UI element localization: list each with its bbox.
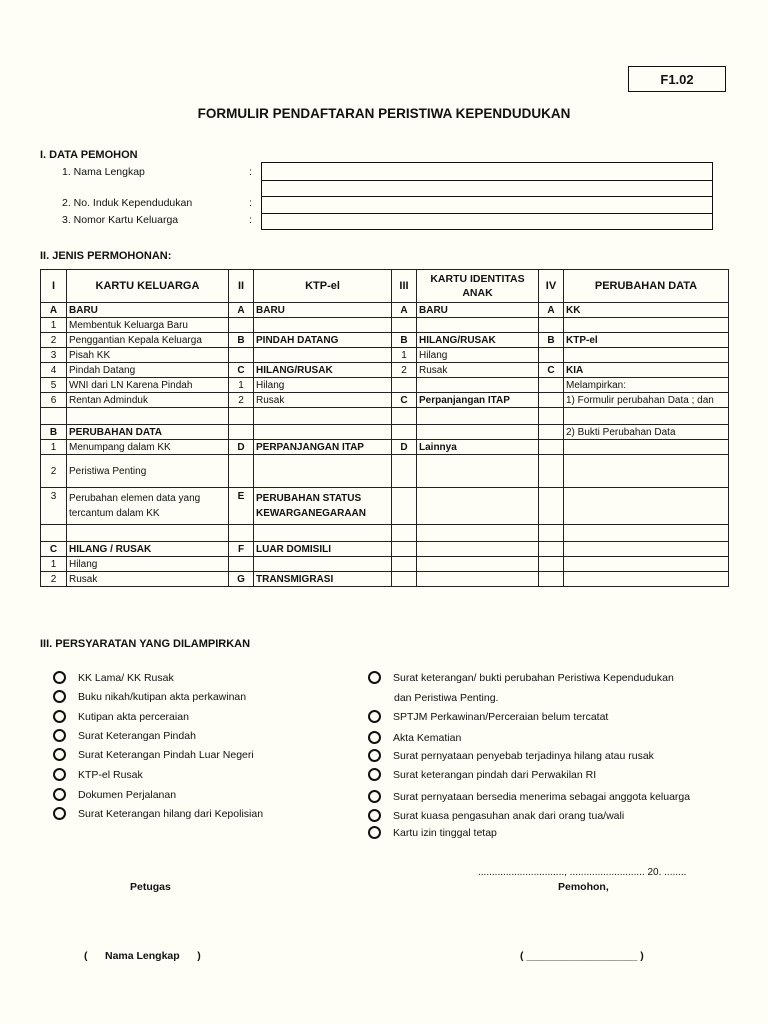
nama-lengkap-field-line2[interactable] (261, 180, 713, 197)
table-cell (392, 525, 417, 542)
radio-circle-icon[interactable] (368, 768, 381, 781)
table-cell (539, 440, 564, 455)
req-akta-cerai[interactable] (53, 710, 189, 723)
table-cell: Hilang (254, 378, 392, 393)
table-cell (229, 318, 254, 333)
col-header: KARTU IDENTITAS ANAK (417, 270, 539, 303)
date-line[interactable]: ..............................., ........................... 20. ........ (478, 867, 687, 878)
table-cell: 2 (41, 572, 67, 587)
table-cell (392, 408, 417, 425)
radio-circle-icon[interactable] (368, 809, 381, 822)
table-cell: E (229, 488, 254, 525)
req-pindah-ln[interactable] (53, 748, 254, 761)
table-cell: PERPANJANGAN ITAP (254, 440, 392, 455)
radio-circle-icon[interactable] (368, 731, 381, 744)
table-cell (229, 425, 254, 440)
table-cell (254, 348, 392, 363)
req-label: Surat Keterangan hilang dari Kepolisian (78, 807, 264, 820)
table-cell: 1 (41, 557, 67, 572)
table-cell: 1) Formulir perubahan Data ; dan (564, 393, 729, 408)
kk-number-field[interactable] (261, 213, 713, 230)
table-cell: WNI dari LN Karena Pindah (67, 378, 229, 393)
radio-circle-icon[interactable] (53, 748, 66, 761)
table-cell: Rusak (254, 393, 392, 408)
table-cell: 2) Bukti Perubahan Data (564, 425, 729, 440)
table-row (41, 408, 729, 425)
field-label-kk: 3. Nomor Kartu Keluarga (62, 214, 179, 226)
table-cell: Rusak (67, 572, 229, 587)
form-code-box (628, 66, 726, 92)
table-cell: HILANG / RUSAK (67, 542, 229, 557)
table-cell (392, 488, 417, 525)
table-cell: 1 (41, 440, 67, 455)
table-cell (564, 557, 729, 572)
table-cell: HILANG/RUSAK (417, 333, 539, 348)
table-row (41, 348, 729, 363)
table-cell (539, 542, 564, 557)
radio-circle-icon[interactable] (53, 671, 66, 684)
nama-lengkap-field[interactable] (261, 162, 713, 181)
table-cell (254, 425, 392, 440)
table-cell (392, 542, 417, 557)
col-header: PERUBAHAN DATA (564, 270, 729, 303)
petugas-label: Petugas (130, 881, 171, 893)
section3-heading: III. PERSYARATAN YANG DILAMPIRKAN (40, 638, 251, 650)
table-cell (417, 557, 539, 572)
table-cell: D (392, 440, 417, 455)
table-cell (229, 348, 254, 363)
table-cell: A (392, 303, 417, 318)
table-cell: 3 (41, 348, 67, 363)
section1-heading: I. DATA PEMOHON (40, 149, 138, 161)
table-cell (254, 455, 392, 488)
table-cell: C (392, 393, 417, 408)
table-row (41, 525, 729, 542)
table-cell (539, 425, 564, 440)
table-cell (539, 525, 564, 542)
radio-circle-icon[interactable] (53, 690, 66, 703)
table-cell: 4 (41, 363, 67, 378)
table-cell (564, 455, 729, 488)
table-cell: B (41, 425, 67, 440)
table-cell: BARU (254, 303, 392, 318)
table-cell (539, 378, 564, 393)
req-label: Surat pernyataan bersedia menerima sebagai anggota keluarga (393, 790, 691, 803)
table-row (41, 488, 729, 525)
table-cell: Rusak (417, 363, 539, 378)
table-cell: Menumpang dalam KK (67, 440, 229, 455)
table-cell: 1 (392, 348, 417, 363)
radio-circle-icon[interactable] (53, 788, 66, 801)
table-cell: BARU (417, 303, 539, 318)
req-kitap[interactable] (368, 826, 497, 839)
req-label: Kutipan akta perceraian (78, 710, 189, 723)
table-cell: Pisah KK (67, 348, 229, 363)
table-cell (254, 525, 392, 542)
field-label-nik: 2. No. Induk Kependudukan (62, 197, 193, 209)
radio-circle-icon[interactable] (368, 790, 381, 803)
table-cell (392, 455, 417, 488)
col-header: KARTU KELUARGA (67, 270, 229, 303)
req-label: KTP-el Rusak (78, 768, 143, 781)
req-ket-pindah[interactable] (53, 729, 196, 742)
table-cell (417, 425, 539, 440)
table-cell: Rentan Adminduk (67, 393, 229, 408)
table-cell (539, 393, 564, 408)
table-cell: B (229, 333, 254, 348)
table-cell (564, 318, 729, 333)
table-row (41, 318, 729, 333)
radio-circle-icon[interactable] (368, 671, 381, 684)
table-cell (392, 318, 417, 333)
table-cell: Lainnya (417, 440, 539, 455)
req-hilang-polisi[interactable] (53, 807, 263, 820)
req-buku-nikah[interactable] (53, 690, 246, 703)
req-ktp-rusak[interactable] (53, 768, 143, 781)
table-cell (229, 557, 254, 572)
table-cell (564, 348, 729, 363)
table-cell: LUAR DOMISILI (254, 542, 392, 557)
table-cell (564, 572, 729, 587)
table-cell: Perubahan elemen data yang tercantum dalam KK (67, 488, 229, 525)
form-title: FORMULIR PENDAFTARAN PERISTIWA KEPENDUDUKAN (197, 106, 571, 121)
table-cell (417, 572, 539, 587)
table-cell (539, 408, 564, 425)
table-cell (417, 378, 539, 393)
req-label-continuation: dan Peristiwa Penting. (394, 692, 499, 704)
table-row (41, 303, 729, 318)
table-cell (417, 455, 539, 488)
table-row (41, 333, 729, 348)
pemohon-label: Pemohon, (558, 881, 609, 893)
table-cell: A (41, 303, 67, 318)
table-cell (564, 408, 729, 425)
req-label: KK Lama/ KK Rusak (78, 671, 174, 684)
table-cell: 2 (229, 393, 254, 408)
table-cell: G (229, 572, 254, 587)
col-header: III (392, 270, 417, 303)
req-kk-lama[interactable] (53, 671, 174, 684)
table-cell (254, 318, 392, 333)
req-label: Surat keterangan/ bukti perubahan Peristiwa Kependudukan (393, 671, 674, 684)
table-cell: Membentuk Keluarga Baru (67, 318, 229, 333)
radio-circle-icon[interactable] (368, 826, 381, 839)
field-colon-nik: : (249, 197, 252, 209)
table-cell: 2 (41, 333, 67, 348)
table-cell (229, 525, 254, 542)
table-cell: Melampirkan: (564, 378, 729, 393)
table-cell: PERUBAHAN DATA (67, 425, 229, 440)
petugas-name: ( Nama Lengkap ) (84, 950, 201, 962)
pemohon-name[interactable]: ( ___________________ ) (520, 950, 644, 962)
table-cell: A (229, 303, 254, 318)
radio-circle-icon[interactable] (53, 807, 66, 820)
col-header: II (229, 270, 254, 303)
table-cell: 1 (229, 378, 254, 393)
table-cell: PINDAH DATANG (254, 333, 392, 348)
section2-heading: II. JENIS PERMOHONAN: (40, 250, 172, 262)
table-cell: Perpanjangan ITAP (417, 393, 539, 408)
table-cell (539, 318, 564, 333)
table-row (41, 363, 729, 378)
table-cell: KTP-el (564, 333, 729, 348)
table-row (41, 542, 729, 557)
table-cell: Penggantian Kepala Keluarga (67, 333, 229, 348)
table-header-row (41, 270, 729, 303)
table-cell: C (41, 542, 67, 557)
table-row (41, 378, 729, 393)
table-cell (539, 488, 564, 525)
table-cell: TRANSMIGRASI (254, 572, 392, 587)
table-row (41, 455, 729, 488)
table-cell: 6 (41, 393, 67, 408)
table-cell: Pindah Datang (67, 363, 229, 378)
table-cell (564, 440, 729, 455)
table-cell: C (229, 363, 254, 378)
req-dok-perjalanan[interactable] (53, 788, 176, 801)
table-cell (392, 425, 417, 440)
table-cell (539, 557, 564, 572)
req-label: Kartu izin tinggal tetap (393, 826, 497, 839)
col-header: KTP-el (254, 270, 392, 303)
radio-circle-icon[interactable] (368, 749, 381, 762)
table-cell: A (539, 303, 564, 318)
table-cell (254, 557, 392, 572)
req-akta-kematian[interactable] (368, 731, 461, 744)
table-row (41, 557, 729, 572)
table-cell: Hilang (417, 348, 539, 363)
table-cell: KK (564, 303, 729, 318)
table-cell: F (229, 542, 254, 557)
table-cell (539, 348, 564, 363)
table-cell: 3 (41, 488, 67, 525)
field-colon-kk: : (249, 214, 252, 226)
table-cell: D (229, 440, 254, 455)
table-row (41, 425, 729, 440)
req-label: Buku nikah/kutipan akta perkawinan (78, 690, 247, 703)
table-cell: Hilang (67, 557, 229, 572)
table-cell (417, 408, 539, 425)
req-label: SPTJM Perkawinan/Perceraian belum tercatat (393, 710, 609, 723)
col-header: IV (539, 270, 564, 303)
col-header: I (41, 270, 67, 303)
table-cell (539, 455, 564, 488)
req-label: Surat kuasa pengasuhan anak dari orang tua/wali (393, 809, 625, 822)
table-cell (67, 408, 229, 425)
field-colon-nama: : (249, 166, 252, 178)
table-cell (392, 572, 417, 587)
table-cell (254, 408, 392, 425)
request-type-table (40, 269, 729, 587)
table-cell (564, 488, 729, 525)
req-sptjm[interactable] (368, 710, 608, 723)
table-cell: Peristiwa Penting (67, 455, 229, 488)
req-bukti-perubahan[interactable] (368, 671, 674, 684)
table-cell (564, 525, 729, 542)
req-pernyataan-anggota[interactable] (368, 790, 690, 803)
table-row (41, 572, 729, 587)
req-label: Akta Kematian (393, 731, 462, 744)
table-cell: 5 (41, 378, 67, 393)
req-label: Dokumen Perjalanan (78, 788, 177, 801)
table-cell (67, 525, 229, 542)
table-cell (417, 318, 539, 333)
table-row (41, 393, 729, 408)
table-cell: KIA (564, 363, 729, 378)
req-kuasa-asuh[interactable] (368, 809, 624, 822)
req-label: Surat pernyataan penyebab terjadinya hilang atau rusak (393, 749, 654, 762)
radio-circle-icon[interactable] (53, 710, 66, 723)
table-cell: 2 (41, 455, 67, 488)
form-code: F1.02 (660, 71, 694, 87)
nik-field[interactable] (261, 196, 713, 214)
table-cell: PERUBAHAN STATUS KEWARGANEGARAAN (254, 488, 392, 525)
req-pindah-perwakilan[interactable] (368, 768, 596, 781)
table-cell: 2 (392, 363, 417, 378)
field-label-nama: 1. Nama Lengkap (62, 166, 145, 178)
table-cell: C (539, 363, 564, 378)
table-cell (41, 525, 67, 542)
table-cell: BARU (67, 303, 229, 318)
table-cell (392, 378, 417, 393)
table-cell (417, 488, 539, 525)
table-cell (564, 542, 729, 557)
req-pernyataan-hilang[interactable] (368, 749, 654, 762)
table-row (41, 440, 729, 455)
table-cell (417, 525, 539, 542)
table-cell: B (392, 333, 417, 348)
req-label: Surat Keterangan Pindah (78, 729, 196, 742)
table-cell (229, 408, 254, 425)
table-cell (41, 408, 67, 425)
radio-circle-icon[interactable] (368, 710, 381, 723)
table-cell (229, 455, 254, 488)
req-label: Surat Keterangan Pindah Luar Negeri (78, 748, 254, 761)
table-cell: HILANG/RUSAK (254, 363, 392, 378)
req-label: Surat keterangan pindah dari Perwakilan RI (393, 768, 597, 781)
radio-circle-icon[interactable] (53, 768, 66, 781)
table-cell (539, 572, 564, 587)
table-cell (392, 557, 417, 572)
table-cell (417, 542, 539, 557)
radio-circle-icon[interactable] (53, 729, 66, 742)
table-cell: B (539, 333, 564, 348)
table-cell: 1 (41, 318, 67, 333)
